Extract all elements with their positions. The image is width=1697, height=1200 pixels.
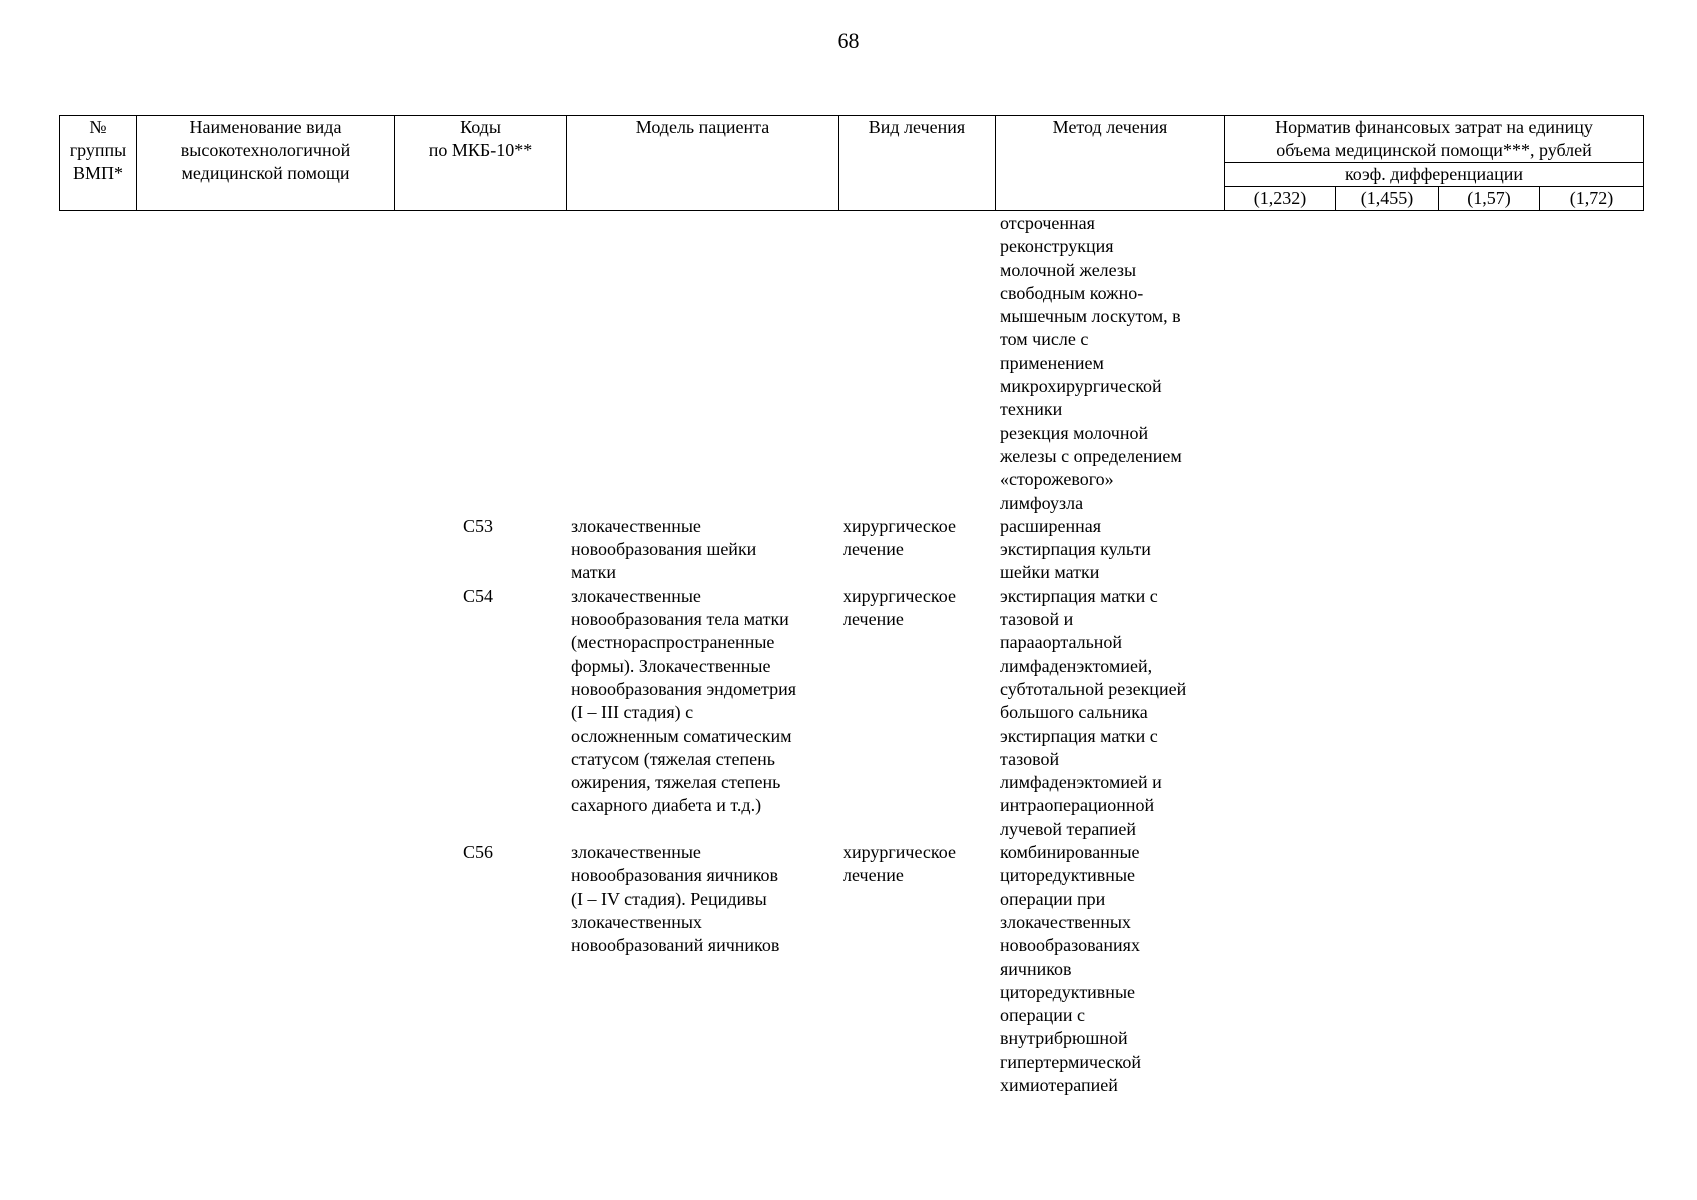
- header-coef-2: (1,455): [1336, 187, 1439, 211]
- code-line: [463, 492, 493, 515]
- model-line: (местнораспространенные: [571, 632, 775, 653]
- page-number: 68: [837, 28, 860, 53]
- code-line: [463, 352, 493, 375]
- header-vmp-name: Наименование вида высокотехнологичной медицинской помощи: [137, 116, 395, 211]
- method-line: операции при: [1000, 888, 1106, 909]
- model-line: злокачественных: [571, 911, 702, 932]
- treatment-line: [843, 631, 956, 654]
- treatment-method-column: [1000, 212, 1186, 1097]
- header-financial-norm: Норматив финансовых затрат на единицу объема медицинской помощи***, рублей: [1225, 116, 1644, 163]
- header-treatment-method: Метод лечения: [996, 116, 1225, 211]
- header-treatment-type: Вид лечения: [839, 116, 996, 211]
- method-line: субтотальной резекцией: [1000, 678, 1187, 699]
- treatment-line: [843, 445, 956, 468]
- method-line: операции с: [1000, 1005, 1085, 1026]
- table-header: [59, 115, 1644, 211]
- code-line: C54: [463, 585, 494, 606]
- treatment-type-column: [843, 212, 956, 888]
- code-line: [463, 655, 493, 678]
- model-line: новообразования эндометрия: [571, 678, 797, 699]
- header-coef-4: (1,72): [1540, 187, 1644, 211]
- treatment-line: хирургическое: [843, 515, 956, 536]
- code-line: [463, 398, 493, 421]
- treatment-line: [843, 375, 956, 398]
- treatment-line: [843, 422, 956, 445]
- model-line: [571, 375, 796, 398]
- treatment-line: [843, 701, 956, 724]
- code-line: [463, 794, 493, 817]
- treatment-line: [843, 794, 956, 817]
- model-line: [571, 818, 796, 841]
- method-line: лимфаденэктомией и: [1000, 772, 1162, 793]
- header-coef-label: коэф. дифференциации: [1225, 163, 1644, 187]
- method-line: яичников: [1000, 958, 1072, 979]
- code-line: [463, 748, 493, 771]
- treatment-line: [843, 235, 956, 258]
- model-line: сахарного диабета и т.д.): [571, 795, 762, 816]
- method-line: интраоперационной: [1000, 795, 1155, 816]
- model-line: [571, 235, 796, 258]
- code-line: [463, 422, 493, 445]
- header-coef-1: (1,232): [1225, 187, 1336, 211]
- method-line: молочной железы: [1000, 259, 1137, 280]
- icd-codes-column: [463, 212, 493, 864]
- model-line: новообразования яичников: [571, 865, 779, 886]
- model-line: формы). Злокачественные: [571, 655, 771, 676]
- method-line: экстирпация культи: [1000, 539, 1151, 560]
- method-line: лимфоузла: [1000, 492, 1084, 513]
- code-line: [463, 771, 493, 794]
- model-line: матки: [571, 562, 617, 583]
- method-line: новообразованиях: [1000, 935, 1140, 956]
- model-line: злокачественные: [571, 515, 701, 536]
- model-line: [571, 259, 796, 282]
- treatment-line: хирургическое: [843, 585, 956, 606]
- header-patient-model: Модель пациента: [567, 116, 839, 211]
- model-line: (I – III стадия) с: [571, 702, 694, 723]
- treatment-line: [843, 328, 956, 351]
- code-line: [463, 701, 493, 724]
- header-group-number: № группы ВМП*: [60, 116, 137, 211]
- code-line: [463, 212, 493, 235]
- method-line: техники: [1000, 399, 1063, 420]
- code-line: [463, 631, 493, 654]
- method-line: циторедуктивные: [1000, 981, 1136, 1002]
- treatment-line: [843, 771, 956, 794]
- method-line: лимфаденэктомией,: [1000, 655, 1153, 676]
- model-line: новообразований яичников: [571, 935, 780, 956]
- model-line: новообразования тела матки: [571, 609, 789, 630]
- treatment-line: [843, 468, 956, 491]
- method-line: большого сальника: [1000, 702, 1148, 723]
- method-line: мышечным лоскутом, в: [1000, 306, 1181, 327]
- treatment-line: лечение: [843, 539, 904, 560]
- method-line: шейки матки: [1000, 562, 1100, 583]
- method-line: том числе с: [1000, 329, 1089, 350]
- model-line: новообразования шейки: [571, 539, 757, 560]
- model-line: [571, 305, 796, 328]
- method-line: микрохирургической: [1000, 376, 1162, 397]
- method-line: химиотерапией: [1000, 1074, 1118, 1095]
- method-line: тазовой: [1000, 748, 1060, 769]
- treatment-line: [843, 212, 956, 235]
- code-line: [463, 235, 493, 258]
- header-icd-codes: Коды по МКБ-10**: [395, 116, 567, 211]
- code-line: C56: [463, 842, 494, 863]
- treatment-line: [843, 561, 956, 584]
- model-line: [571, 398, 796, 421]
- treatment-line: лечение: [843, 865, 904, 886]
- treatment-line: [843, 818, 956, 841]
- code-line: [463, 538, 493, 561]
- method-line: экстирпация матки с: [1000, 585, 1158, 606]
- treatment-line: [843, 678, 956, 701]
- treatment-line: [843, 352, 956, 375]
- method-line: «сторожевого»: [1000, 469, 1114, 490]
- code-line: [463, 608, 493, 631]
- code-line: C53: [463, 515, 494, 536]
- treatment-line: [843, 748, 956, 771]
- code-line: [463, 678, 493, 701]
- model-line: осложненным соматическим: [571, 725, 792, 746]
- treatment-line: [843, 282, 956, 305]
- method-line: злокачественных: [1000, 911, 1131, 932]
- treatment-line: [843, 259, 956, 282]
- patient-model-column: [571, 212, 796, 958]
- treatment-line: [843, 398, 956, 421]
- method-line: гипертермической: [1000, 1051, 1141, 1072]
- method-line: циторедуктивные: [1000, 865, 1136, 886]
- treatment-line: [843, 305, 956, 328]
- model-line: злокачественные: [571, 842, 701, 863]
- method-line: лучевой терапией: [1000, 818, 1137, 839]
- treatment-line: лечение: [843, 609, 904, 630]
- model-line: [571, 282, 796, 305]
- model-line: [571, 352, 796, 375]
- method-line: экстирпация матки с: [1000, 725, 1158, 746]
- method-line: резекция молочной: [1000, 422, 1149, 443]
- method-line: отсроченная: [1000, 213, 1095, 233]
- header-coef-3: (1,57): [1439, 187, 1540, 211]
- code-line: [463, 725, 493, 748]
- code-line: [463, 561, 493, 584]
- method-line: комбинированные: [1000, 842, 1140, 863]
- model-line: статусом (тяжелая степень: [571, 748, 775, 769]
- model-line: [571, 328, 796, 351]
- method-line: тазовой и: [1000, 609, 1074, 630]
- model-line: [571, 492, 796, 515]
- method-line: парааортальной: [1000, 632, 1123, 653]
- model-line: [571, 422, 796, 445]
- model-line: (I – IV стадия). Рецидивы: [571, 888, 767, 909]
- model-line: ожирения, тяжелая степень: [571, 772, 781, 793]
- model-line: [571, 445, 796, 468]
- treatment-line: [843, 492, 956, 515]
- model-line: [571, 468, 796, 491]
- method-line: применением: [1000, 352, 1104, 373]
- code-line: [463, 445, 493, 468]
- code-line: [463, 328, 493, 351]
- code-line: [463, 468, 493, 491]
- model-line: [571, 212, 796, 235]
- code-line: [463, 259, 493, 282]
- treatment-line: [843, 655, 956, 678]
- method-line: расширенная: [1000, 515, 1101, 536]
- method-line: реконструкция: [1000, 236, 1114, 257]
- method-line: внутрибрюшной: [1000, 1028, 1128, 1049]
- method-line: свободным кожно-: [1000, 282, 1144, 303]
- code-line: [463, 375, 493, 398]
- code-line: [463, 282, 493, 305]
- code-line: [463, 818, 493, 841]
- treatment-line: [843, 725, 956, 748]
- code-line: [463, 305, 493, 328]
- method-line: железы с определением: [1000, 445, 1182, 466]
- model-line: злокачественные: [571, 585, 701, 606]
- treatment-line: хирургическое: [843, 842, 956, 863]
